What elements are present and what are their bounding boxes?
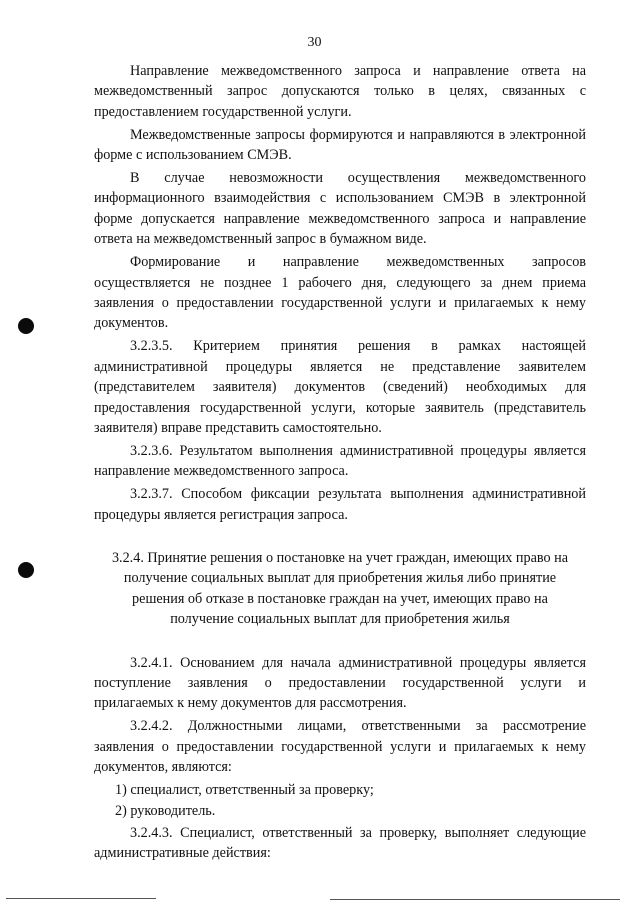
scan-mark-bottom-left [6,898,156,899]
page-number: 30 [307,35,322,50]
paragraph-electronic-form: Межведомственные запросы формируются и направляются в электронной форме с использованием СМЭВ. [94,126,586,164]
paragraph-paper-form: В случае невозможности осуществления межведомственного информационного взаимодействия с использованием СМЭВ в электронной форме допускается направление межведомственного запроса и направление ответа на межведомственный запрос в бумажном виде. [94,170,586,248]
list-item-head: 2) руководитель. [115,803,216,820]
paragraph-3-2-4-1: 3.2.4.1. Основанием для начала административной процедуры является поступление заявления о предоставлении государственной услуги и прилагаемых к нему документов для рассмотрения. [94,654,586,712]
paragraph-3-2-3-5: 3.2.3.5. Критерием принятия решения в рамках настоящей административной процедуры является не представление заявителем (представителем заявителя) документов (сведений) необходимых для предоставления государственной услуги, которые заявитель (представитель заявителя) вправе представить самостоятельно. [94,338,586,436]
punch-hole-top [18,318,34,334]
paragraph-3-2-3-6: 3.2.3.6. Результатом выполнения административной процедуры является направление межведомственного запроса. [94,442,586,480]
section-heading-3-2-4: 3.2.4. Принятие решения о постановке на учет граждан, имеющих право на получение социальных выплат для приобретения жилья либо принятие решения об отказе в постановке граждан на учет, имеющих право на получение социальных выплат для приобретения жилья [111,549,569,628]
paragraph-3-2-3-7: 3.2.3.7. Способом фиксации результата выполнения административной процедуры является регистрация запроса. [94,486,586,523]
document-body [94,61,586,866]
paragraph-interagency-request-purpose: Направление межведомственного запроса и направление ответа на межведомственный запрос допускаются только в целях, связанных с предоставлением государственной услуги. [94,63,586,120]
scan-mark-bottom-right [330,899,620,900]
list-item-specialist: 1) специалист, ответственный за проверку; [115,782,374,798]
paragraph-request-deadline: Формирование и направление межведомственных запросов осуществляется не позднее 1 рабочего дня, следующего за днем приема заявления о предоставлении государственной услуги и прилагаемых к нему документов. [94,254,586,332]
paragraph-3-2-4-3: 3.2.4.3. Специалист, ответственный за проверку, выполняет следующие административные действия: [94,824,586,862]
punch-hole-bottom [18,562,34,578]
paragraph-3-2-4-2: 3.2.4.2. Должностными лицами, ответственными за рассмотрение заявления о предоставлении государственной услуги и прилагаемых к нему документов, являются: [94,718,586,776]
